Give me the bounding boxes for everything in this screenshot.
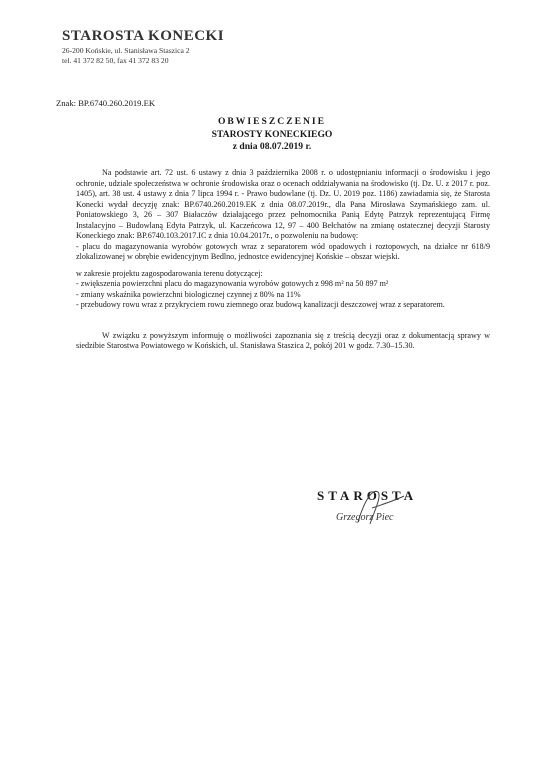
body-scope-item-3: - przebudowy rowu wraz z przykryciem rowu ziemnego oraz budową kanalizacji deszczowej wraz z separatorem. [76, 300, 445, 309]
issuer-address: 26-200 Końskie, ul. Stanisława Staszica 2 [62, 46, 190, 55]
document-body [76, 168, 490, 352]
document-title: OBWIESZCZENIE [217, 116, 327, 127]
body-scope-intro: w zakresie projektu zagospodarowania terenu dotyczącej: [76, 268, 263, 278]
body-scope-item-1: - zwiększenia powierzchni placu do magazynowania wyrobów gotowych z 998 m² na 50 897 m² [76, 279, 389, 288]
handwritten-signature [350, 482, 410, 530]
body-paragraph-info: W związku z powyższym informuję o możliwości zapoznania się z treścią decyzji oraz z dokumentacją sprawy w siedzibie Starostwa Powiatowego w Końskich, ul. Stanisława Staszica 2, pokój 201 w godz. 7.30–15.30. [76, 330, 490, 350]
body-paragraph-main: Na podstawie art. 72 ust. 6 ustawy z dnia 3 października 2008 r. o udostępnianiu informacji o środowisku i jego ochronie, udziale społeczeństwa w ochronie środowiska oraz o ocenach oddziaływania na środowisko (tj. Dz. U. z 2017 r. poz. 1405), art. 38 ust. 4 ustawy z dnia 7 lipca 1994 r. - Prawo budowlane (tj. Dz. U. 2019 poz. 1186) zawiadamia się, że Starosta Konecki wydał decyzję znak: BP.6740.260.2019.EK z dnia 08.07.2019r., dla Pana Mirosława Szymańskiego zam. ul. Poniatowskiego 3, 26 – 307 Białaczów działającego przez pełnomocnika Panią Edytę Patrzyk reprezentującą Firmę Instalacyjno – Budowlaną Edyta Patrzyk, ul. Kaczeńcowa 12, 97 – 400 Bełchatów na zmianę ostatecznej decyzji Starosty Koneckiego znak: BP.6740.103.2017.IC z dnia 10.04.2017r., o pozwoleniu na budowę: [76, 168, 490, 240]
document-date: z dnia 08.07.2019 r. [232, 141, 312, 152]
reference-number: Znak: BP.6740.260.2019.EK [56, 98, 156, 108]
issuer-name: STAROSTA KONECKI [62, 28, 225, 44]
spacer [76, 311, 490, 331]
body-scope-item-2: - zmiany wskaźnika powierzchni biologicznej czynnej z 80% na 11% [76, 289, 301, 299]
signature-title: STAROSTA [317, 488, 418, 503]
body-item-plac: - placu do magazynowania wyrobów gotowych wraz z separatorem wód opadowych i roztopowych, na działce nr 618/9 zlokalizowanej w obrębie ewidencyjnym Bedlno, jednostce ewidencyjnej Końskie – obszar wiejski. [76, 241, 490, 261]
signature-name: Grzegorz Piec [336, 512, 394, 523]
document-subtitle: STAROSTY KONECKIEGO [211, 129, 333, 140]
issuer-phone: tel. 41 372 82 50, fax 41 372 83 20 [62, 56, 169, 65]
